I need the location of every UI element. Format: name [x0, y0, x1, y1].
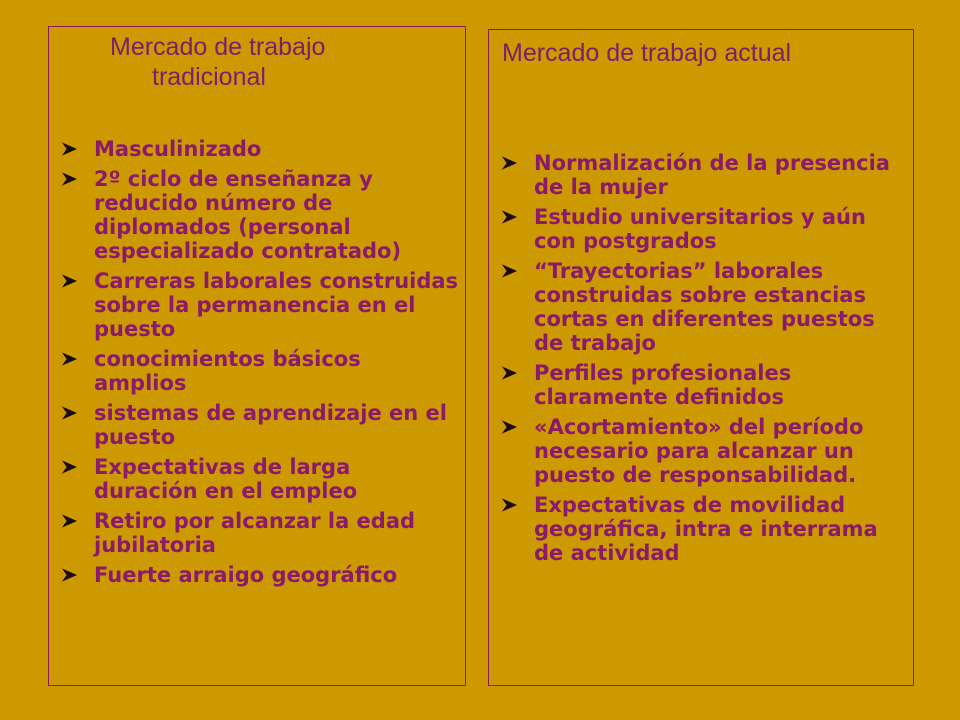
arrowhead-bullet-icon	[500, 210, 518, 224]
right-column-title: Mercado de trabajo actual	[502, 39, 792, 67]
list-item-text: Masculinizado	[94, 137, 262, 161]
list-item-text: Fuerte arraigo geográfico	[94, 563, 398, 587]
list-item	[500, 205, 910, 253]
list-item-text: conocimientos básicos amplios	[94, 347, 361, 395]
list-item	[500, 259, 910, 355]
list-item-text: «Acortamiento» del período necesario para alcanzar un puesto de responsabilidad.	[534, 415, 864, 487]
arrowhead-bullet-icon	[60, 406, 78, 420]
arrowhead-bullet-icon	[60, 568, 78, 582]
list-item-text: Expectativas de larga duración en el empleo	[94, 455, 358, 503]
left-title-line2: tradicional	[152, 63, 266, 91]
left-title-line1: Mercado de trabajo	[110, 33, 326, 61]
list-item	[500, 361, 910, 409]
list-item	[60, 269, 460, 341]
arrowhead-bullet-icon	[60, 142, 78, 156]
list-item-text: Carreras laborales construidas sobre la permanencia en el puesto	[94, 269, 459, 341]
list-item	[60, 167, 460, 263]
arrowhead-bullet-icon	[60, 514, 78, 528]
list-item-text: Estudio universitarios y aún con postgrados	[534, 205, 866, 253]
list-item-text: Perfiles profesionales claramente definidos	[534, 361, 792, 409]
list-item	[500, 493, 910, 565]
list-item	[500, 415, 910, 487]
list-item	[60, 509, 460, 557]
list-item	[60, 563, 460, 587]
arrowhead-bullet-icon	[500, 156, 518, 170]
arrowhead-bullet-icon	[500, 366, 518, 380]
left-bullet-list	[60, 137, 460, 593]
left-column-title	[60, 32, 460, 92]
list-item-text: sistemas de aprendizaje en el puesto	[94, 401, 448, 449]
arrowhead-bullet-icon	[500, 498, 518, 512]
arrowhead-bullet-icon	[500, 264, 518, 278]
list-item	[60, 455, 460, 503]
arrowhead-bullet-icon	[500, 420, 518, 434]
list-item	[60, 137, 460, 161]
arrowhead-bullet-icon	[60, 460, 78, 474]
list-item	[60, 401, 460, 449]
list-item-text: Normalización de la presencia de la mujer	[534, 151, 890, 199]
list-item-text: 2º ciclo de enseñanza y reducido número de diplomados (personal especializado contratado)	[94, 167, 402, 263]
list-item-text: Retiro por alcanzar la edad jubilatoria	[94, 509, 416, 557]
list-item-text: “Trayectorias” laborales construidas sobre estancias cortas en diferentes puestos de trabajo	[534, 259, 875, 355]
arrowhead-bullet-icon	[60, 352, 78, 366]
list-item-text: Expectativas de movilidad geográfica, intra e interrama de actividad	[534, 493, 878, 565]
arrowhead-bullet-icon	[60, 274, 78, 288]
list-item	[500, 151, 910, 199]
list-item	[60, 347, 460, 395]
right-bullet-list	[500, 151, 910, 571]
arrowhead-bullet-icon	[60, 172, 78, 186]
